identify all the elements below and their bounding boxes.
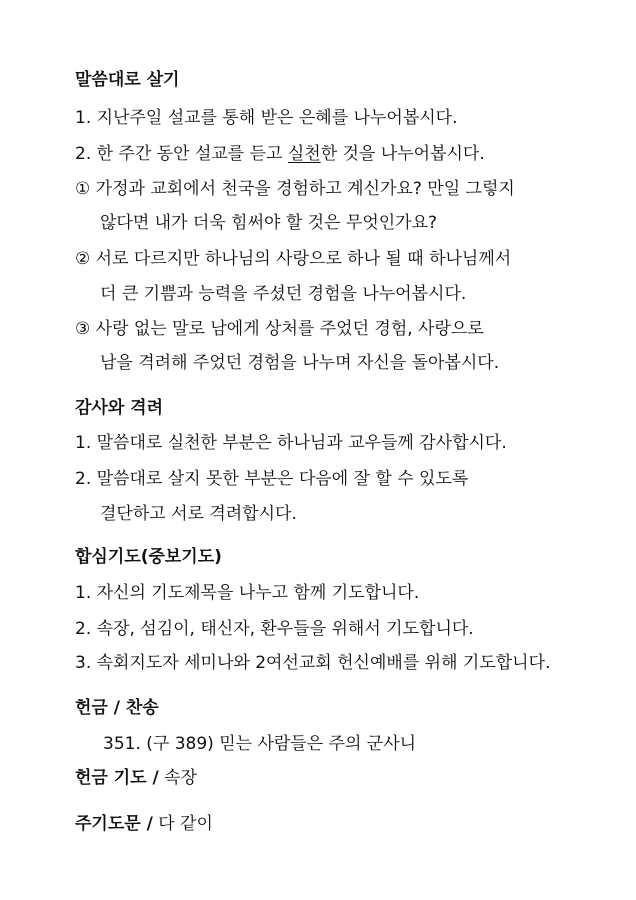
section1-sub1-line1: ① 가정과 교회에서 천국을 경험하고 계신가요? 만일 그렇지 — [75, 179, 515, 199]
lords-prayer-value: 다 같이 — [158, 814, 213, 834]
offering-prayer-line — [75, 767, 197, 789]
offering-hymn-title: 헌금 / 찬송 — [75, 698, 159, 718]
section1-question-2-suffix: 한 것을 나누어봅시다. — [320, 144, 485, 164]
offering-prayer-label: 헌금 기도 / — [75, 768, 159, 788]
prayer-item-1: 1. 자신의 기도제목을 나누고 함께 기도합니다. — [75, 583, 420, 603]
section1-question-2-underlined: 실천 — [287, 144, 321, 164]
lords-prayer-label: 주기도문 / — [75, 814, 153, 834]
prayer-item-2: 2. 속장, 섬김이, 태신자, 환우들을 위해서 기도합니다. — [75, 619, 474, 639]
section1-question-2 — [75, 143, 485, 165]
section1-sub3-line2: 남을 격려해 주었던 경험을 나누며 자신을 돌아봅시다. — [100, 353, 500, 373]
offering-prayer-value: 속장 — [164, 768, 197, 788]
section1-sub2-line2: 더 큰 기쁨과 능력을 주셨던 경험을 나누어봅시다. — [100, 284, 467, 304]
section-title-united-prayer: 합심기도(중보기도) — [75, 547, 222, 567]
section-title-thanks-encouragement: 감사와 격려 — [75, 398, 164, 418]
section2-item-2-line1: 2. 말씀대로 살지 못한 부분은 다음에 잘 할 수 있도록 — [75, 469, 469, 489]
section1-sub1-line2: 않다면 내가 더욱 힘써야 할 것은 무엇인가요? — [100, 213, 438, 233]
hymn-line: 351. (구 389) 믿는 사람들은 주의 군사니 — [103, 734, 417, 754]
section2-item-2-line2: 결단하고 서로 격려합시다. — [100, 504, 297, 524]
section1-question-1: 1. 지난주일 설교를 통해 받은 은혜를 나누어봅시다. — [75, 108, 458, 128]
section1-sub2-line1: ② 서로 다르지만 하나님의 사랑으로 하나 될 때 하나님께서 — [75, 249, 512, 269]
section2-item-1: 1. 말씀대로 실천한 부분은 하나님과 교우들께 감사합시다. — [75, 433, 507, 453]
section-title-live-by-word: 말씀대로 살기 — [75, 70, 180, 90]
lords-prayer-line — [75, 813, 213, 835]
prayer-item-3: 3. 속회지도자 세미나와 2여선교회 헌신예배를 위해 기도합니다. — [75, 653, 551, 673]
section1-question-2-prefix: 2. 한 주간 동안 설교를 듣고 — [75, 144, 288, 164]
section1-sub3-line1: ③ 사랑 없는 말로 남에게 상처를 주었던 경험, 사랑으로 — [75, 319, 484, 339]
